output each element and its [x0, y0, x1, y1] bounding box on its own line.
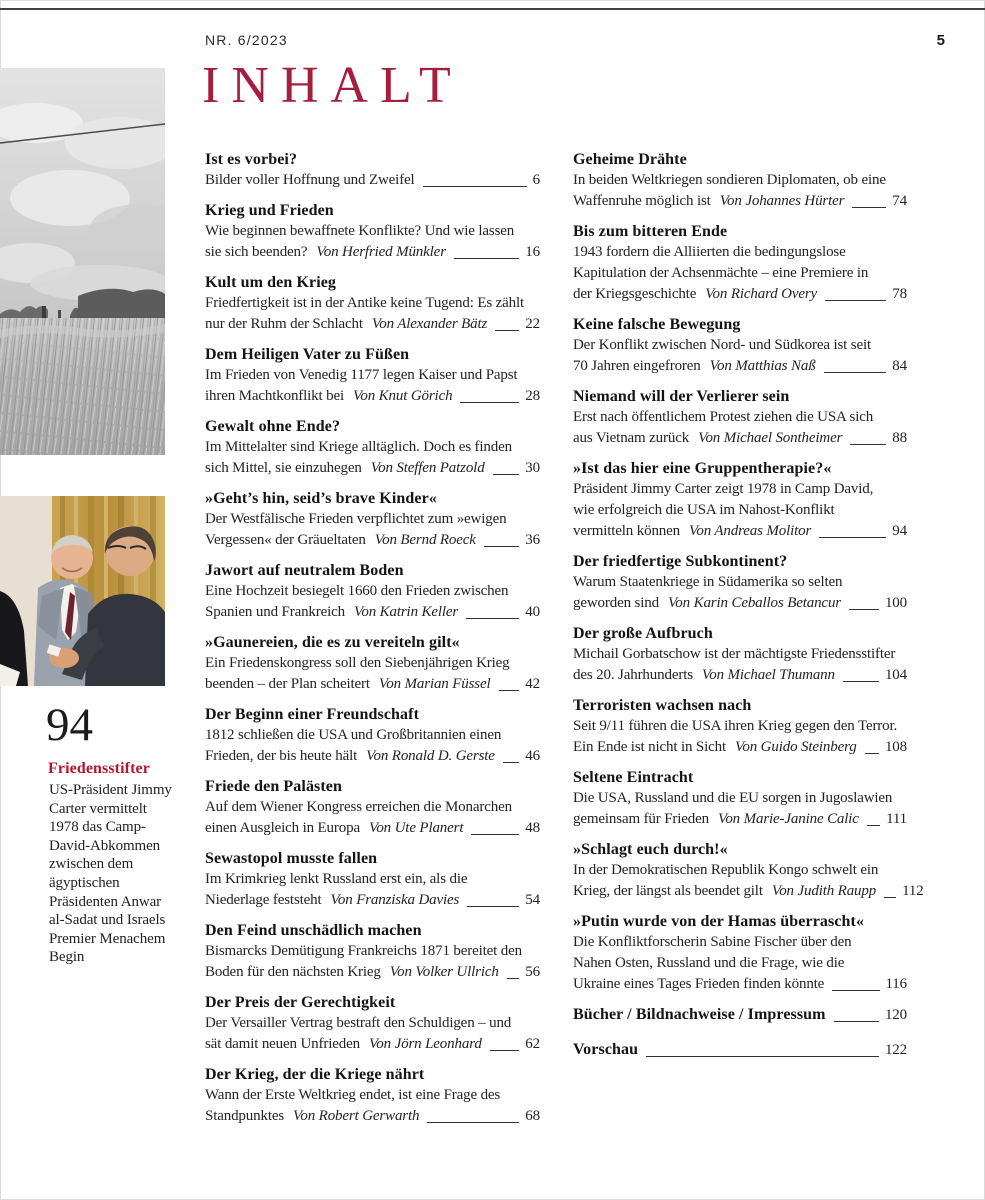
toc-entry-line: Erst nach öffentlichem Protest ziehen die USA sich — [573, 409, 874, 425]
toc-entry-last-line — [573, 593, 907, 614]
toc-entry-last-line — [573, 665, 907, 686]
toc-entry-author: Von Steffen Patzold — [370, 460, 485, 476]
toc-entry-text: sie sich beenden? — [205, 244, 308, 260]
toc-entry-line: Michail Gorbatschow ist der mächtigste Friedensstifter — [573, 646, 896, 662]
toc-entry — [205, 1064, 540, 1127]
toc-entry-title: Ist es vorbei? — [205, 151, 298, 168]
toc-entry-title: »Gaunereien, die es zu vereiteln gilt« — [205, 634, 460, 651]
toc-entry-line: Warum Staatenkriege in Südamerika so selten — [573, 574, 843, 590]
toc-column-left — [205, 149, 540, 1136]
leader-line — [834, 1021, 879, 1022]
camp-david-handshake-photo — [0, 496, 165, 686]
toc-entry-last-line — [205, 818, 540, 839]
toc-entry-last-line — [205, 746, 540, 767]
toc-entry-author: Von Johannes Hürter — [719, 193, 845, 209]
leader-line — [507, 978, 520, 979]
leader-line — [499, 690, 520, 691]
toc-entry-line: Die Konfliktforscherin Sabine Fischer über den — [573, 934, 852, 950]
toc-entry-line: Wann der Erste Weltkrieg endet, ist eine Frage des — [205, 1087, 501, 1103]
toc-entry-page: 94 — [892, 523, 907, 539]
toc-entry — [205, 632, 540, 695]
toc-entry — [205, 344, 540, 407]
leader-line — [884, 897, 896, 898]
toc-entry-title: Gewalt ohne Ende? — [205, 418, 341, 435]
toc-entry-text: Bilder voller Hoffnung und Zweifel — [205, 172, 415, 188]
feature-label: Friedensstifter — [48, 760, 150, 777]
toc-entry-text: gemeinsam für Frieden — [573, 811, 709, 827]
toc-entry-author: Von Volker Ullrich — [389, 964, 499, 980]
leader-line — [493, 474, 520, 475]
toc-entry-title: »Geht’s hin, seid’s brave Kinder« — [205, 490, 437, 507]
toc-entry-author: Von Ronald D. Gerste — [366, 748, 495, 764]
leader-line — [849, 609, 879, 610]
toc-entry-page: 6 — [532, 172, 540, 188]
toc-entry-line: Friedfertigkeit ist in der Antike keine Tugend: Es zählt — [205, 295, 525, 311]
toc-entry-page: 111 — [886, 811, 907, 827]
toc-entry-title: Der Beginn einer Freundschaft — [205, 706, 420, 723]
leader-line — [824, 372, 887, 373]
toc-entry-page: 36 — [525, 532, 540, 548]
toc-entry — [573, 314, 907, 377]
toc-entry-last-line — [573, 1039, 907, 1061]
toc-entry-author: Von Guido Steinberg — [735, 739, 857, 755]
toc-entry-last-line — [205, 602, 540, 623]
toc-entry-line: Auf dem Wiener Kongress erreichen die Monarchen — [205, 799, 512, 815]
toc-entry-title: Sewastopol musste fallen — [205, 850, 378, 867]
toc-entry-page: 122 — [884, 1042, 907, 1058]
toc-entry-last-line — [205, 314, 540, 335]
toc-entry — [573, 221, 907, 305]
toc-entry-page: 88 — [892, 430, 907, 446]
toc-entry-author: Von Judith Raupp — [771, 883, 877, 899]
toc-entry-text: der Kriegsgeschichte — [573, 286, 697, 302]
field-landscape-photo — [0, 68, 165, 455]
toc-entry-text: Krieg, der längst als beendet gilt — [573, 883, 763, 899]
toc-entry-text: Niederlage feststeht — [205, 892, 322, 908]
toc-entry-page: 104 — [884, 667, 907, 683]
leader-line — [852, 207, 886, 208]
leader-line — [832, 990, 879, 991]
page-number: 5 — [936, 32, 945, 49]
toc-entry-last-line — [205, 242, 540, 263]
toc-entry — [573, 149, 907, 212]
toc-entry-page: 74 — [892, 193, 907, 209]
leader-line — [454, 258, 519, 259]
toc-entry-author: Von Franziska Davies — [330, 892, 460, 908]
toc-entry-title: Jawort auf neutralem Boden — [205, 562, 404, 579]
toc-entry-text: sät damit neuen Unfrieden — [205, 1036, 360, 1052]
toc-entry — [573, 458, 907, 542]
leader-line — [503, 762, 519, 763]
toc-entry-author: Von Michael Thumann — [701, 667, 835, 683]
toc-entry-page: 46 — [525, 748, 540, 764]
toc-entry-page: 120 — [884, 1007, 907, 1023]
toc-entry-title: Kult um den Krieg — [205, 274, 337, 291]
toc-entry — [573, 767, 907, 830]
toc-entry-title: Terroristen wachsen nach — [573, 697, 752, 714]
toc-entry-line: Der Versailler Vertrag bestraft den Schuldigen – und — [205, 1015, 512, 1031]
toc-entry-page: 62 — [525, 1036, 540, 1052]
toc-entry-page: 54 — [525, 892, 540, 908]
leader-line — [850, 444, 886, 445]
toc-entry-title: Friede den Palästen — [205, 778, 342, 795]
toc-entry-line: Nahen Osten, Russland und die Frage, wie die — [573, 955, 845, 971]
toc-entry-author: Von Richard Overy — [705, 286, 818, 302]
toc-entry-text: Ein Ende ist nicht in Sicht — [573, 739, 727, 755]
toc-entry-line: Im Frieden von Venedig 1177 legen Kaiser und Papst — [205, 367, 518, 383]
leader-line — [466, 618, 519, 619]
toc-entry-text: ihren Machtkonflikt bei — [205, 388, 345, 404]
toc-entry — [205, 560, 540, 623]
toc-entry — [205, 920, 540, 983]
toc-entry — [205, 149, 540, 191]
toc-entry-author: Von Knut Görich — [353, 388, 453, 404]
toc-entry — [205, 416, 540, 479]
toc-entry-text: geworden sind — [573, 595, 659, 611]
toc-entry-title: Bis zum bitteren Ende — [573, 223, 728, 240]
toc-entry-last-line — [573, 521, 907, 542]
toc-entry-author: Von Katrin Keller — [354, 604, 459, 620]
toc-entry-author: Von Matthias Naß — [709, 358, 816, 374]
toc-entry — [205, 704, 540, 767]
leader-line — [471, 834, 519, 835]
toc-entry-author: Von Marie-Janine Calic — [717, 811, 859, 827]
leader-line — [819, 537, 886, 538]
toc-entry-title: Dem Heiligen Vater zu Füßen — [205, 346, 410, 363]
leader-line — [490, 1050, 520, 1051]
toc-entry — [573, 551, 907, 614]
toc-entry-page: 68 — [525, 1108, 540, 1124]
toc-entry-last-line — [573, 1004, 907, 1026]
toc-entry-page: 56 — [525, 964, 540, 980]
toc-entry-title: Seltene Eintracht — [573, 769, 694, 786]
toc-entry-last-line — [205, 1106, 540, 1127]
leader-line — [423, 186, 527, 187]
top-rule — [0, 8, 985, 10]
toc-entry-title: Bücher / Bildnachweise / Impressum — [573, 1006, 826, 1023]
toc-entry-title: Der Preis der Gerechtigkeit — [205, 994, 396, 1011]
toc-entry-line: Der Westfälische Frieden verpflichtet zum »ewigen — [205, 511, 507, 527]
toc-entry-text: 70 Jahren eingefroren — [573, 358, 701, 374]
toc-entry-title: Der große Aufbruch — [573, 625, 713, 642]
toc-entry-title: Niemand will der Verlierer sein — [573, 388, 790, 405]
toc-entry-text: vermitteln können — [573, 523, 681, 539]
toc-entry-text: Vergessen« der Gräueltaten — [205, 532, 366, 548]
toc-entry-line: wie erfolgreich die USA im Nahost-Konflikt — [573, 502, 835, 518]
toc-entry-title: Krieg und Frieden — [205, 202, 334, 219]
toc-entry-page: 100 — [884, 595, 907, 611]
leader-line — [460, 402, 519, 403]
toc-entry-line: 1812 schließen die USA und Großbritannien einen — [205, 727, 502, 743]
toc-entry-text: beenden – der Plan scheitert — [205, 676, 370, 692]
toc-entry-page: 22 — [525, 316, 540, 332]
toc-entry-title: Der Krieg, der die Kriege nährt — [205, 1066, 425, 1083]
leader-line — [867, 825, 880, 826]
toc-entry-last-line — [205, 530, 540, 551]
toc-entry-line: Kapitulation der Achsenmächte – eine Premiere in — [573, 265, 869, 281]
leader-line — [646, 1056, 879, 1057]
toc-entry — [573, 911, 907, 995]
feature-caption: US-Präsident Jimmy Carter vermittelt 1978 das Camp-David-Abkommen zwischen dem ägyptischen Präsidenten Anwar al-Sadat und Israels Premier Menachem Begin — [49, 782, 172, 966]
toc-entry-last-line — [573, 881, 924, 902]
leader-line — [484, 546, 519, 547]
toc-entry-page: 30 — [525, 460, 540, 476]
toc-entry-last-line — [573, 191, 907, 212]
toc-entry-text: Boden für den nächsten Krieg — [205, 964, 381, 980]
toc-entry-title: Den Feind unschädlich machen — [205, 922, 422, 939]
toc-entry — [573, 1039, 907, 1061]
leader-line — [843, 681, 879, 682]
toc-entry-title: »Putin wurde von der Hamas überrascht« — [573, 913, 865, 930]
toc-entry-line: Im Mittelalter sind Kriege alltäglich. Doch es finden — [205, 439, 512, 455]
toc-entry-page: 84 — [892, 358, 907, 374]
toc-entry-last-line — [205, 962, 540, 983]
toc-entry-line: In beiden Weltkriegen sondieren Diplomaten, ob eine — [573, 172, 886, 188]
toc-entry — [205, 776, 540, 839]
toc-entry-title: Keine falsche Bewegung — [573, 316, 741, 333]
toc-entry — [573, 695, 907, 758]
issue-number: NR. 6/2023 — [205, 32, 288, 48]
toc-entry-last-line — [573, 356, 907, 377]
toc-entry-text: einen Ausgleich in Europa — [205, 820, 360, 836]
toc-entry-author: Von Herfried Münkler — [316, 244, 446, 260]
toc-entry-last-line — [573, 284, 907, 305]
leader-line — [825, 300, 886, 301]
toc-entry-author: Von Michael Sontheimer — [698, 430, 843, 446]
toc-entry-text: Spanien und Frankreich — [205, 604, 345, 620]
toc-entry-text: Ukraine eines Tages Frieden finden könnte — [573, 976, 825, 992]
toc-entry-text: Standpunktes — [205, 1108, 285, 1124]
toc-entry-last-line — [205, 170, 540, 191]
toc-entry-text: aus Vietnam zurück — [573, 430, 690, 446]
toc-entry — [205, 272, 540, 335]
toc-entry-last-line — [573, 809, 907, 830]
toc-entry-line: Im Krimkrieg lenkt Russland erst ein, als die — [205, 871, 468, 887]
toc-entry-page: 116 — [885, 976, 907, 992]
toc-entry-text: nur der Ruhm der Schlacht — [205, 316, 363, 332]
toc-column-right — [573, 149, 924, 1074]
feature-page-number: 94 — [46, 699, 93, 751]
toc-entry — [573, 386, 907, 449]
toc-entry-page: 48 — [525, 820, 540, 836]
toc-entry-line: Bismarcks Demütigung Frankreichs 1871 bereitet den — [205, 943, 523, 959]
toc-entry — [205, 488, 540, 551]
leader-line — [467, 906, 519, 907]
toc-entry-author: Von Andreas Molitor — [689, 523, 812, 539]
toc-entry-text: Waffenruhe möglich ist — [573, 193, 711, 209]
toc-entry-title: »Schlagt euch durch!« — [573, 841, 728, 858]
toc-entry-title: Geheime Drähte — [573, 151, 687, 168]
toc-entry-line: Ein Friedenskongress soll den Siebenjährigen Krieg — [205, 655, 510, 671]
toc-entry-line: Präsident Jimmy Carter zeigt 1978 in Camp David, — [573, 481, 874, 497]
page-title: INHALT — [202, 57, 463, 114]
toc-entry-page: 78 — [892, 286, 907, 302]
toc-entry-page: 28 — [525, 388, 540, 404]
toc-entry-page: 40 — [525, 604, 540, 620]
toc-entry-last-line — [205, 458, 540, 479]
toc-entry-line: Wie beginnen bewaffnete Konflikte? Und wie lassen — [205, 223, 515, 239]
toc-entry-last-line — [205, 1034, 540, 1055]
toc-entry-line: In der Demokratischen Republik Kongo schwelt ein — [573, 862, 879, 878]
leader-line — [427, 1122, 519, 1123]
toc-entry-last-line — [573, 428, 907, 449]
toc-entry-page: 108 — [884, 739, 907, 755]
toc-entry-text: des 20. Jahrhunderts — [573, 667, 693, 683]
toc-entry-line: 1943 fordern die Alliierten die bedingungslose — [573, 244, 846, 260]
toc-entry-line: Der Konflikt zwischen Nord- und Südkorea ist seit — [573, 337, 872, 353]
toc-entry-text: Frieden, der bis heute hält — [205, 748, 358, 764]
toc-entry-line: Seit 9/11 führen die USA ihren Krieg gegen den Terror. — [573, 718, 898, 734]
toc-entry — [573, 623, 907, 686]
toc-entry-page: 112 — [902, 883, 924, 899]
toc-entry — [205, 992, 540, 1055]
toc-entry-author: Von Jörn Leonhard — [368, 1036, 482, 1052]
toc-entry-author: Von Karin Ceballos Betancur — [667, 595, 841, 611]
toc-entry-text: sich Mittel, sie einzuhegen — [205, 460, 362, 476]
toc-entry-line: Die USA, Russland und die EU sorgen in Jugoslawien — [573, 790, 893, 806]
toc-entry-author: Von Robert Gerwarth — [293, 1108, 420, 1124]
toc-entry-author: Von Marian Füssel — [378, 676, 491, 692]
toc-entry-last-line — [205, 386, 540, 407]
toc-entry — [573, 1004, 907, 1026]
toc-entry-page: 16 — [525, 244, 540, 260]
toc-entry-last-line — [205, 674, 540, 695]
toc-entry-title: Der friedfertige Subkontinent? — [573, 553, 788, 570]
toc-entry-last-line — [573, 737, 907, 758]
toc-entry-line: Eine Hochzeit besiegelt 1660 den Frieden zwischen — [205, 583, 509, 599]
toc-entry-title: »Ist das hier eine Gruppentherapie?« — [573, 460, 832, 477]
toc-entry-last-line — [205, 890, 540, 911]
toc-entry — [205, 848, 540, 911]
toc-entry-last-line — [573, 974, 907, 995]
leader-line — [865, 753, 879, 754]
toc-entry-title: Vorschau — [573, 1041, 639, 1058]
toc-entry-author: Von Bernd Roeck — [374, 532, 476, 548]
toc-entry — [573, 839, 924, 902]
toc-entry-page: 42 — [525, 676, 540, 692]
toc-entry — [205, 200, 540, 263]
toc-entry-author: Von Alexander Bätz — [371, 316, 488, 332]
leader-line — [495, 330, 519, 331]
toc-entry-author: Von Ute Planert — [368, 820, 464, 836]
